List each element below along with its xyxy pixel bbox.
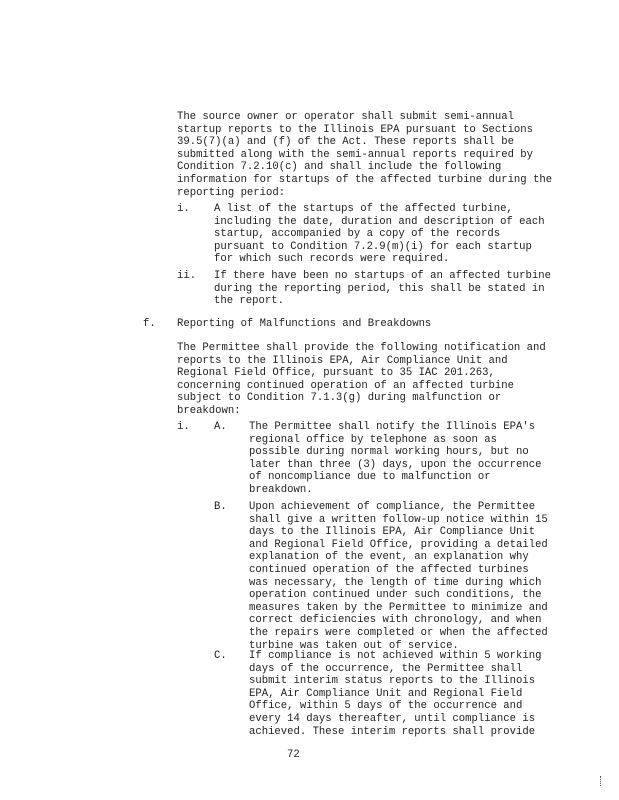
text-line: of noncompliance due to malfunction or: [249, 471, 491, 484]
text-line: information for startups of the affected turbine during the: [177, 173, 553, 186]
page-number: 72: [287, 749, 300, 761]
text-line: 39.5(7)(a) and (f) of the Act. These reports shall be: [177, 136, 514, 149]
text-line: pursuant to Condition 7.2.9(m)(i) for each startup: [214, 240, 532, 253]
text-line: Office, within 5 days of the occurrence and: [249, 700, 523, 713]
startup-item-i-text: [214, 203, 545, 266]
text-line: days to the Illinois EPA, Air Compliance Unit: [249, 526, 536, 539]
text-line: explanation of the event, an explanation why: [249, 551, 529, 564]
startup-item-ii-text: [214, 270, 551, 308]
text-line: A list of the startups of the affected turbine,: [214, 203, 513, 215]
startup-reports-paragraph: [177, 111, 552, 199]
text-line: days of the occurrence, the Permittee shall: [249, 662, 523, 675]
text-line: the report.: [214, 295, 284, 308]
text-line: breakdown:: [177, 404, 241, 417]
item-label-ii: ii.: [177, 270, 197, 282]
section-f-item-label-i: i.: [177, 421, 190, 433]
text-line: every 14 days thereafter, until compliance is: [249, 712, 536, 725]
text-line: measures taken by the Permittee to minimize and: [249, 601, 548, 614]
sub-item-label-b: B.: [214, 501, 227, 513]
text-line: submit interim status reports to the Illinois: [249, 675, 536, 688]
text-line: Condition 7.2.10(c) and shall include the following: [177, 161, 502, 174]
text-line: The Permittee shall notify the Illinois EPA's: [249, 421, 536, 433]
text-line: later than three (3) days, upon the occurrence: [249, 458, 542, 471]
text-line: operation continued under such conditions, the: [249, 589, 542, 602]
text-line: possible during normal working hours, but no: [249, 446, 529, 459]
text-line: during the reporting period, this shall be stated in: [214, 282, 545, 295]
sub-item-b-text: [249, 501, 548, 652]
text-line: the repairs were completed or when the affected: [249, 626, 548, 639]
text-line: for which such records were required.: [214, 253, 450, 266]
text-line: The source owner or operator shall submit semi-annual: [177, 111, 514, 123]
text-line: startup reports to the Illinois EPA pursuant to Sections: [177, 123, 534, 136]
text-line: subject to Condition 7.1.3(g) during malfunction or: [177, 392, 502, 405]
sub-item-c-text: [249, 650, 541, 738]
item-label-i: i.: [177, 203, 190, 215]
text-line: reports to the Illinois EPA, Air Compliance Unit and: [177, 354, 508, 367]
text-line: submitted along with the semi-annual reports required by: [177, 148, 534, 161]
text-line: shall give a written follow-up notice within 15: [249, 513, 548, 526]
text-line: Upon achievement of compliance, the Permittee: [249, 501, 536, 513]
text-line: was necessary, the length of time during which: [249, 576, 542, 589]
text-line: concerning continued operation of an affected turbine: [177, 379, 514, 392]
text-line: and Regional Field Office, providing a detailed: [249, 538, 548, 551]
section-f-heading: Reporting of Malfunctions and Breakdowns: [177, 318, 432, 330]
sub-item-a-text: [249, 421, 541, 497]
scan-mark: [600, 776, 603, 786]
text-line: continued operation of the affected turbines: [249, 563, 529, 576]
sub-item-label-a: A.: [214, 421, 227, 433]
text-line: turbine was taken out of service.: [249, 639, 459, 652]
text-line: If compliance is not achieved within 5 working: [249, 650, 542, 662]
sub-item-label-c: C.: [214, 650, 227, 662]
text-line: If there have been no startups of an affected turbine: [214, 270, 551, 282]
section-f-label: f.: [143, 318, 156, 330]
text-line: achieved. These interim reports shall provide: [249, 725, 536, 738]
text-line: EPA, Air Compliance Unit and Regional Field: [249, 687, 523, 700]
section-f-intro-paragraph: [177, 342, 546, 418]
text-line: breakdown.: [249, 483, 313, 496]
text-line: regional office by telephone as soon as: [249, 433, 497, 446]
text-line: correct deficiencies with chronology, and when: [249, 614, 542, 627]
text-line: Regional Field Office, pursuant to 35 IAC 201.263,: [177, 367, 495, 380]
text-line: startup, accompanied by a copy of the records: [214, 228, 501, 241]
text-line: including the date, duration and description of each: [214, 215, 545, 228]
text-line: reporting period:: [177, 186, 286, 199]
text-line: The Permittee shall provide the following notification and: [177, 342, 546, 354]
